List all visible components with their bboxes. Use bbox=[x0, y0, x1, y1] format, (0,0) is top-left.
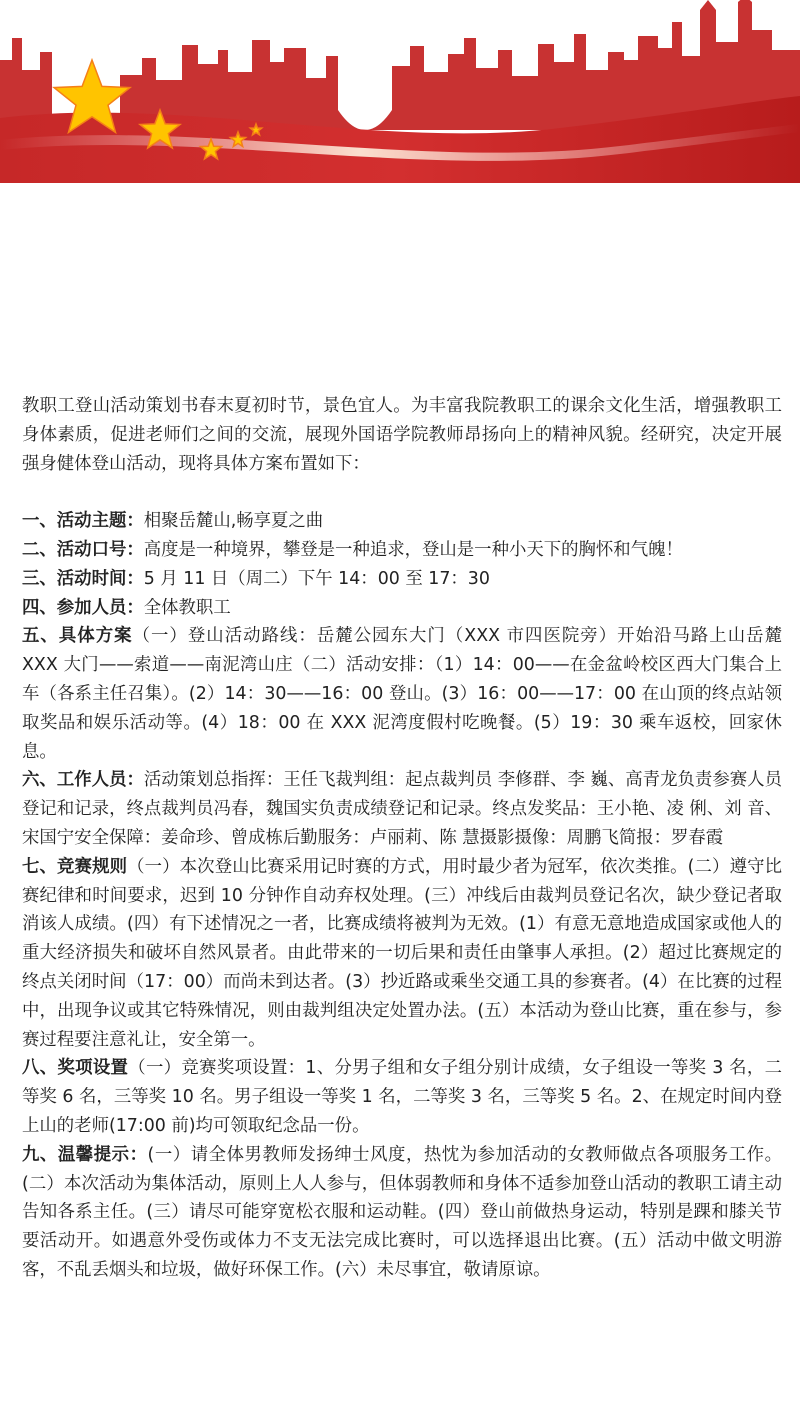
section-title: 三、活动时间： bbox=[22, 568, 144, 589]
section-title: 五、具体方案 bbox=[22, 626, 133, 647]
section-body: （一）登山活动路线：岳麓公园东大门（XXX 市四医院旁）开始沿马路上山岳麓 XXX 大门——索道——南泥湾山庄（二）活动安排：（1）14：00——在金盆岭校区西大门集合上车（各系主任召集）。(2）14：30——16：00 登山。(3）16：00——17：00 在山顶的终点站领取奖品和娱乐活动等。(4）18：00 在 XXX 泥湾度假村吃晚餐。(5）19：30 乘车返校，回家休息。 bbox=[22, 626, 782, 762]
intro-paragraph: 教职工登山活动策划书春末夏初时节，景色宜人。为丰富我院教职工的课余文化生活，增强教职工身体素质，促进老师们之间的交流，展现外国语学院教师昂扬向上的精神风貌。经研究，决定开展强身健体登山活动，现将具体方案布置如下： bbox=[22, 396, 782, 474]
section-title: 二、活动口号： bbox=[22, 539, 144, 560]
section-body: 5 月 11 日（周二）下午 14：00 至 17：30 bbox=[143, 568, 490, 589]
section-paragraph bbox=[22, 622, 782, 766]
section-title: 一、活动主题： bbox=[22, 511, 144, 532]
section-paragraph bbox=[22, 536, 782, 565]
section-title: 六、工作人员： bbox=[22, 770, 144, 791]
section-title: 八、奖项设置 bbox=[22, 1058, 129, 1079]
section-paragraph bbox=[22, 507, 782, 536]
document-body bbox=[22, 392, 782, 1285]
section-paragraph bbox=[22, 565, 782, 594]
section-title: 四、参加人员： bbox=[22, 597, 144, 618]
section-paragraph bbox=[22, 594, 782, 623]
section-body: 相聚岳麓山,畅享夏之曲 bbox=[143, 511, 324, 532]
section-body: 全体教职工 bbox=[143, 597, 231, 618]
section-paragraph bbox=[22, 1054, 782, 1140]
city-skyline bbox=[0, 0, 800, 130]
section-title: 九、温馨提示： bbox=[22, 1144, 148, 1165]
section-body: (一）请全体男教师发扬绅士风度，热忱为参加活动的女教师做点各项服务工作。(二）本次活动为集体活动，原则上人人参与，但体弱教师和身体不适参加登山活动的教职工请主动告知各系主任。(三）请尽可能穿宽松衣服和运动鞋。(四）登山前做热身运动，特别是踝和膝关节要活动开。如遇意外受伤或体力不支无法完成比赛时，可以选择退出比赛。(五）活动中做文明游客，不乱丢烟头和垃圾，做好环保工作。(六）未尽事宜，敬请原谅。 bbox=[22, 1144, 782, 1280]
section-paragraph bbox=[22, 766, 782, 852]
section-paragraph bbox=[22, 1141, 782, 1285]
header-banner bbox=[0, 0, 800, 183]
section-title: 七、竞赛规则 bbox=[22, 856, 128, 877]
section-body: （一）本次登山比赛采用记时赛的方式，用时最少者为冠军，依次类推。(二）遵守比赛纪律和时间要求，迟到 10 分钟作自动弃权处理。(三）冲线后由裁判员登记名次，缺少登记者取消该人成绩。(四）有下述情况之一者，比赛成绩将被判为无效。(1）有意无意地造成国家或他人的重大经济损失和破坏自然风景者。由此带来的一切后果和责任由肇事人承担。(2）超过比赛规定的终点关闭时间（17：00）而尚未到达者。(3）抄近路或乘坐交通工具的参赛者。(4）在比赛的过程中，出现争议或其它特殊情况，则由裁判组决定处置办法。(五）本活动为登山比赛，重在参与，参赛过程要注意礼让，安全第一。 bbox=[22, 856, 782, 1050]
section-paragraph bbox=[22, 853, 782, 1055]
section-body: 活动策划总指挥：王任飞裁判组：起点裁判员 李修群、李 巍、高青龙负责参赛人员登记和记录，终点裁判员冯春，魏国实负责成绩登记和记录。终点发奖品：王小艳、凌 俐、刘 音、宋国宁安全保障：姜命珍、曾成栋后勤服务：卢丽莉、陈 慧摄影摄像：周鹏飞简报：罗春霞 bbox=[22, 770, 782, 848]
section-body: 高度是一种境界，攀登是一种追求，登山是一种小天下的胸怀和气魄！ bbox=[143, 539, 683, 560]
section-body: （一）竞赛奖项设置：1、分男子组和女子组分别计成绩，女子组设一等奖 3 名，二等奖 6 名，三等奖 10 名。男子组设一等奖 1 名，二等奖 3 名，三等奖 5 名。2、在规定时间内登上山的老师(17:00 前)均可领取纪念品一份。 bbox=[22, 1058, 782, 1136]
